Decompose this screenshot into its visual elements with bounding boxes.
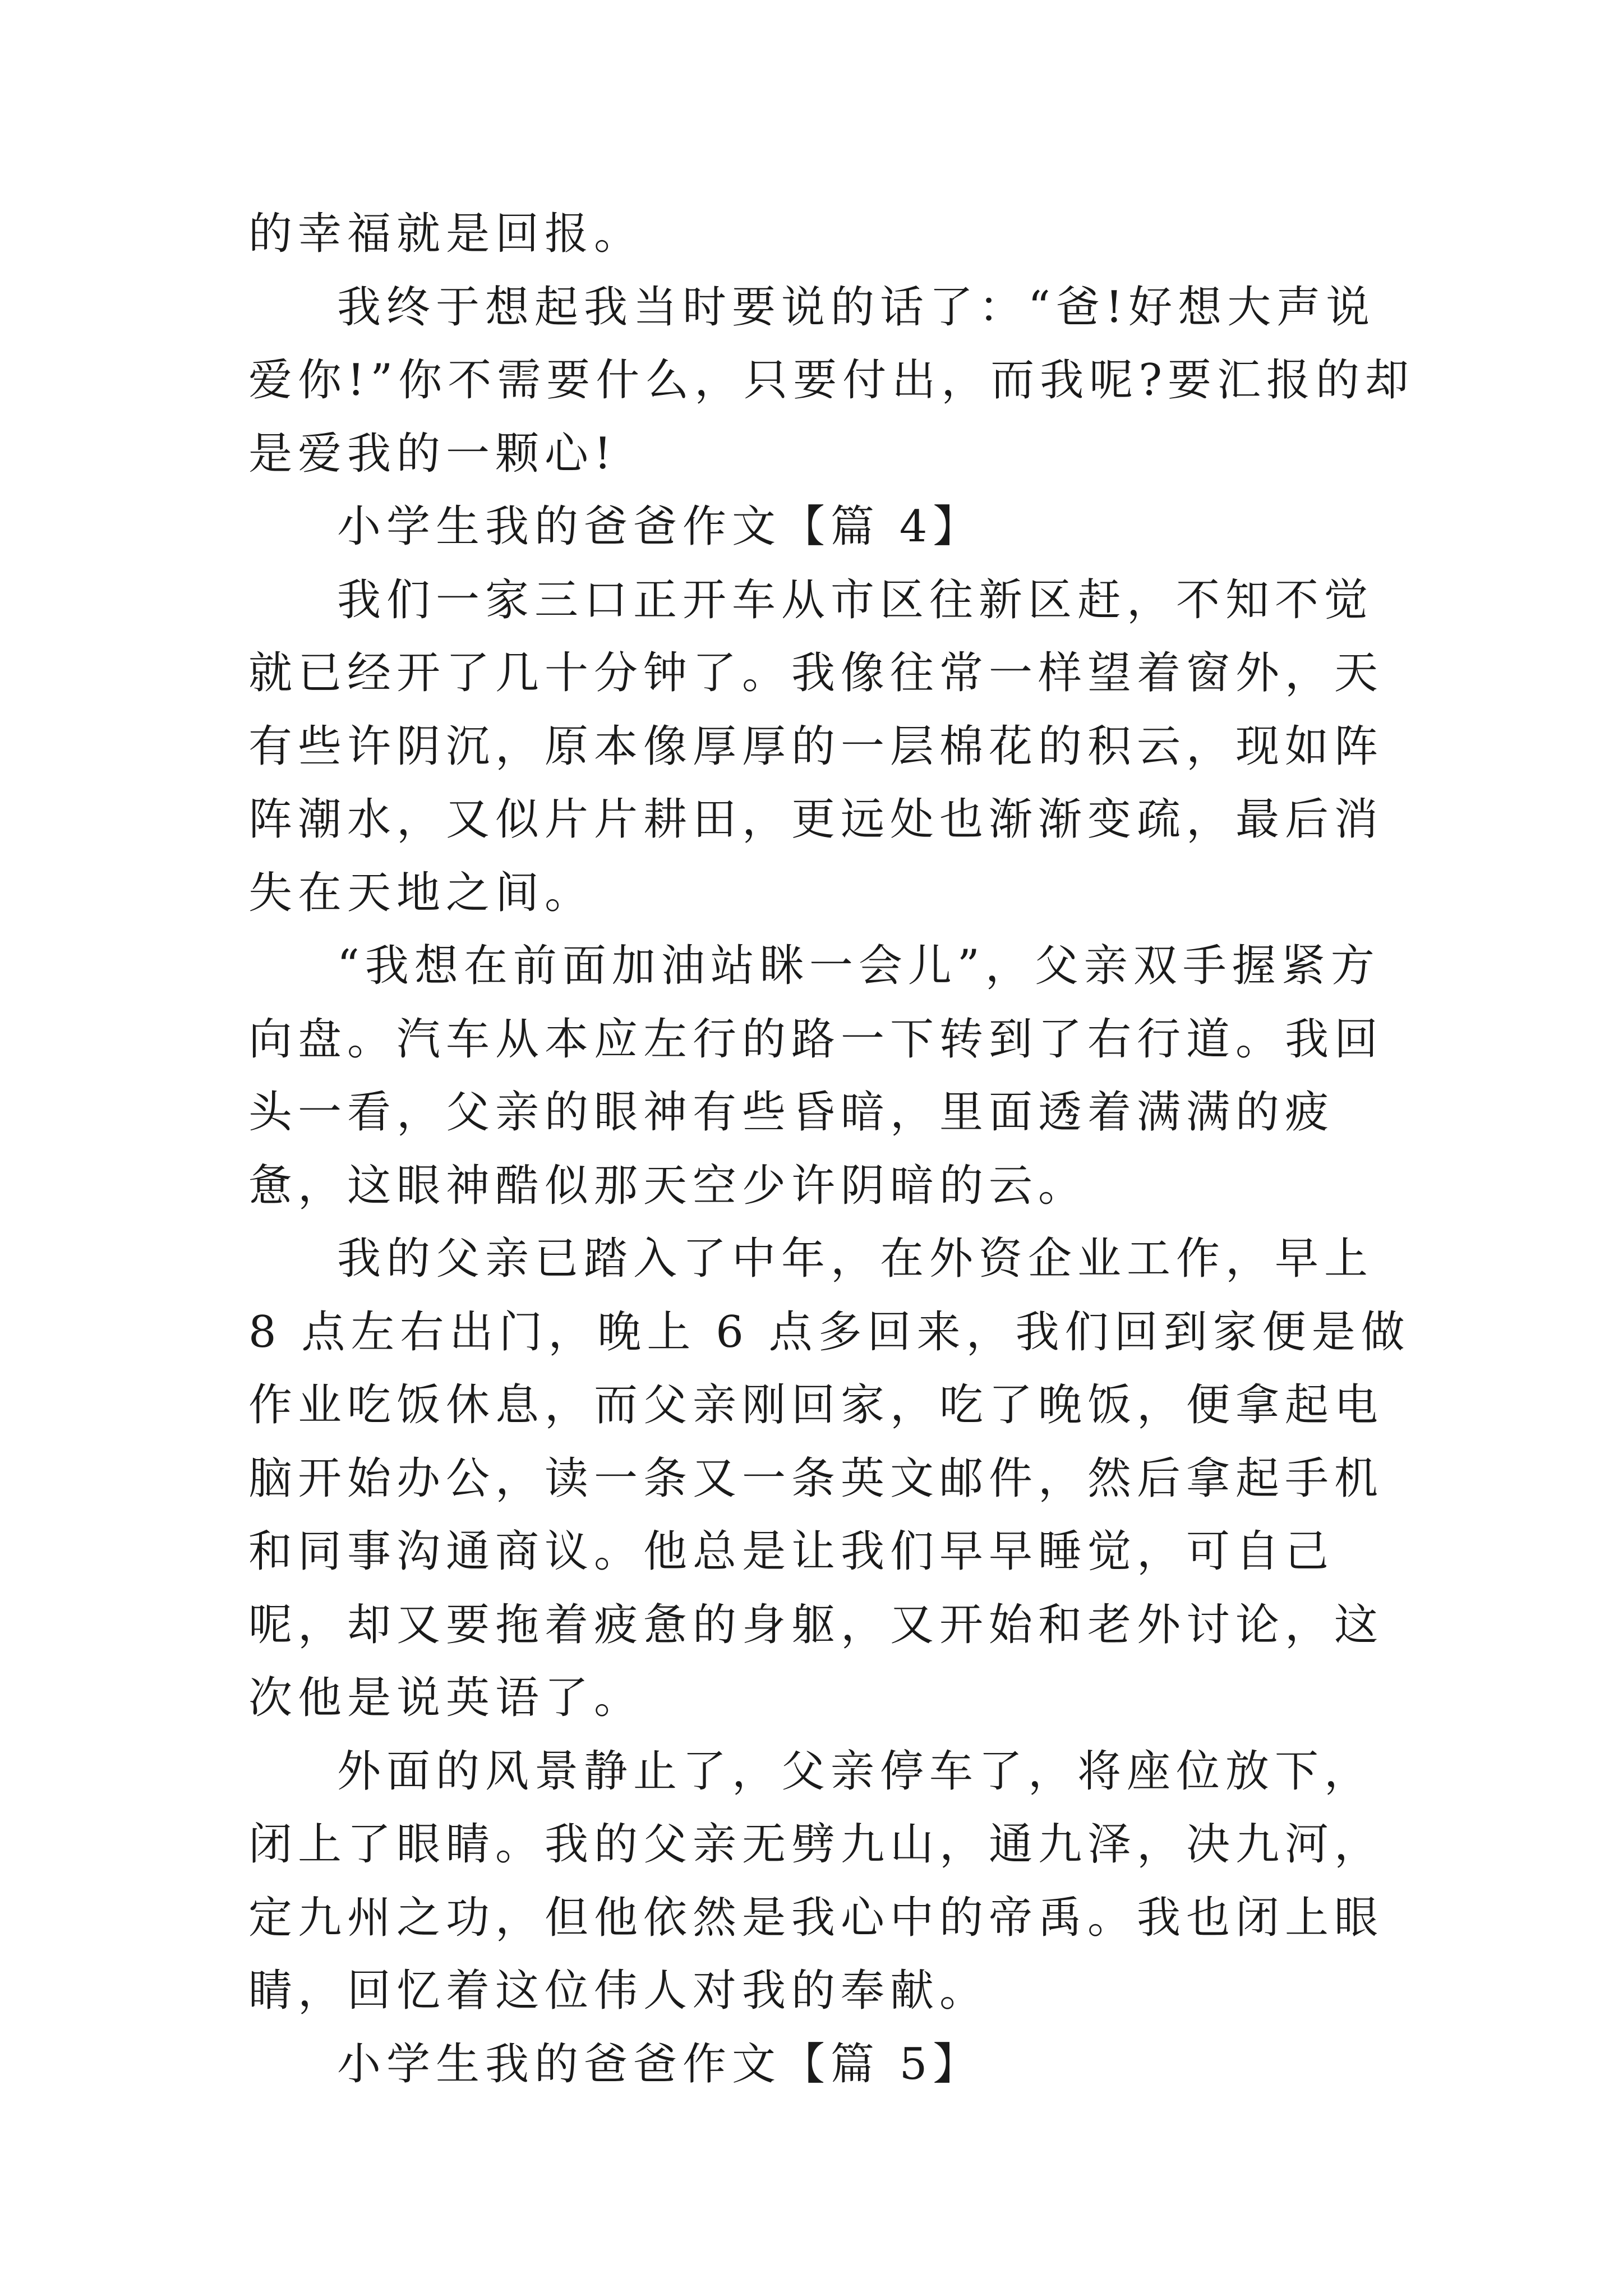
section-heading-4: 小学生我的爸爸作文【篇 4】 — [337, 501, 983, 552]
paragraph-father-work: 我的父亲已踏入了中年，在外资企业工作，早上 8 点左右出门，晚上 6 点多回来，我们回到家便是做作业吃饭休息，而父亲刚回家，吃了晚饭，便拿起电脑开始办公，读一条又一条英文邮件，然后拿起手机和同事沟通商议。他总是让我们早早睡觉，可自己呢，却又要拖着疲惫的身躯，又开始和老外讨论，这次他是说英语了。 — [248, 1234, 1410, 1723]
section-heading-5: 小学生我的爸爸作文【篇 5】 — [337, 2039, 983, 2090]
document-body — [248, 197, 1415, 2101]
paragraph-driving: 我们一家三口正开车从市区往新区赶，不知不觉就已经开了几十分钟了。我像往常一样望着窗外，天有些许阴沉，原本像厚厚的一层棉花的积云，现如阵阵潮水，又似片片耕田，更远处也渐渐变疏，最后消失在天地之间。 — [248, 574, 1384, 918]
paragraph-confession: 我终于想起我当时要说的话了：“爸!好想大声说爱你!”你不需要什么，只要付出，而我呢?要汇报的却是爱我的一颗心! — [248, 282, 1415, 479]
paragraph-gas-station: “我想在前面加油站眯一会儿”，父亲双手握紧方向盘。汽车从本应左行的路一下转到了右行道。我回头一看，父亲的眼神有些昏暗，里面透着满满的疲惫，这眼神酷似那天空少许阴暗的云。 — [248, 941, 1384, 1211]
paragraph-continuation: 的幸福就是回报。 — [248, 209, 644, 259]
paragraph-rest: 外面的风景静止了，父亲停车了，将座位放下，闭上了眼睛。我的父亲无劈九山，通九泽，决九河，定九州之功，但他依然是我心中的帝禹。我也闭上眼睛，回忆着这位伟人对我的奉献。 — [248, 1746, 1384, 2016]
